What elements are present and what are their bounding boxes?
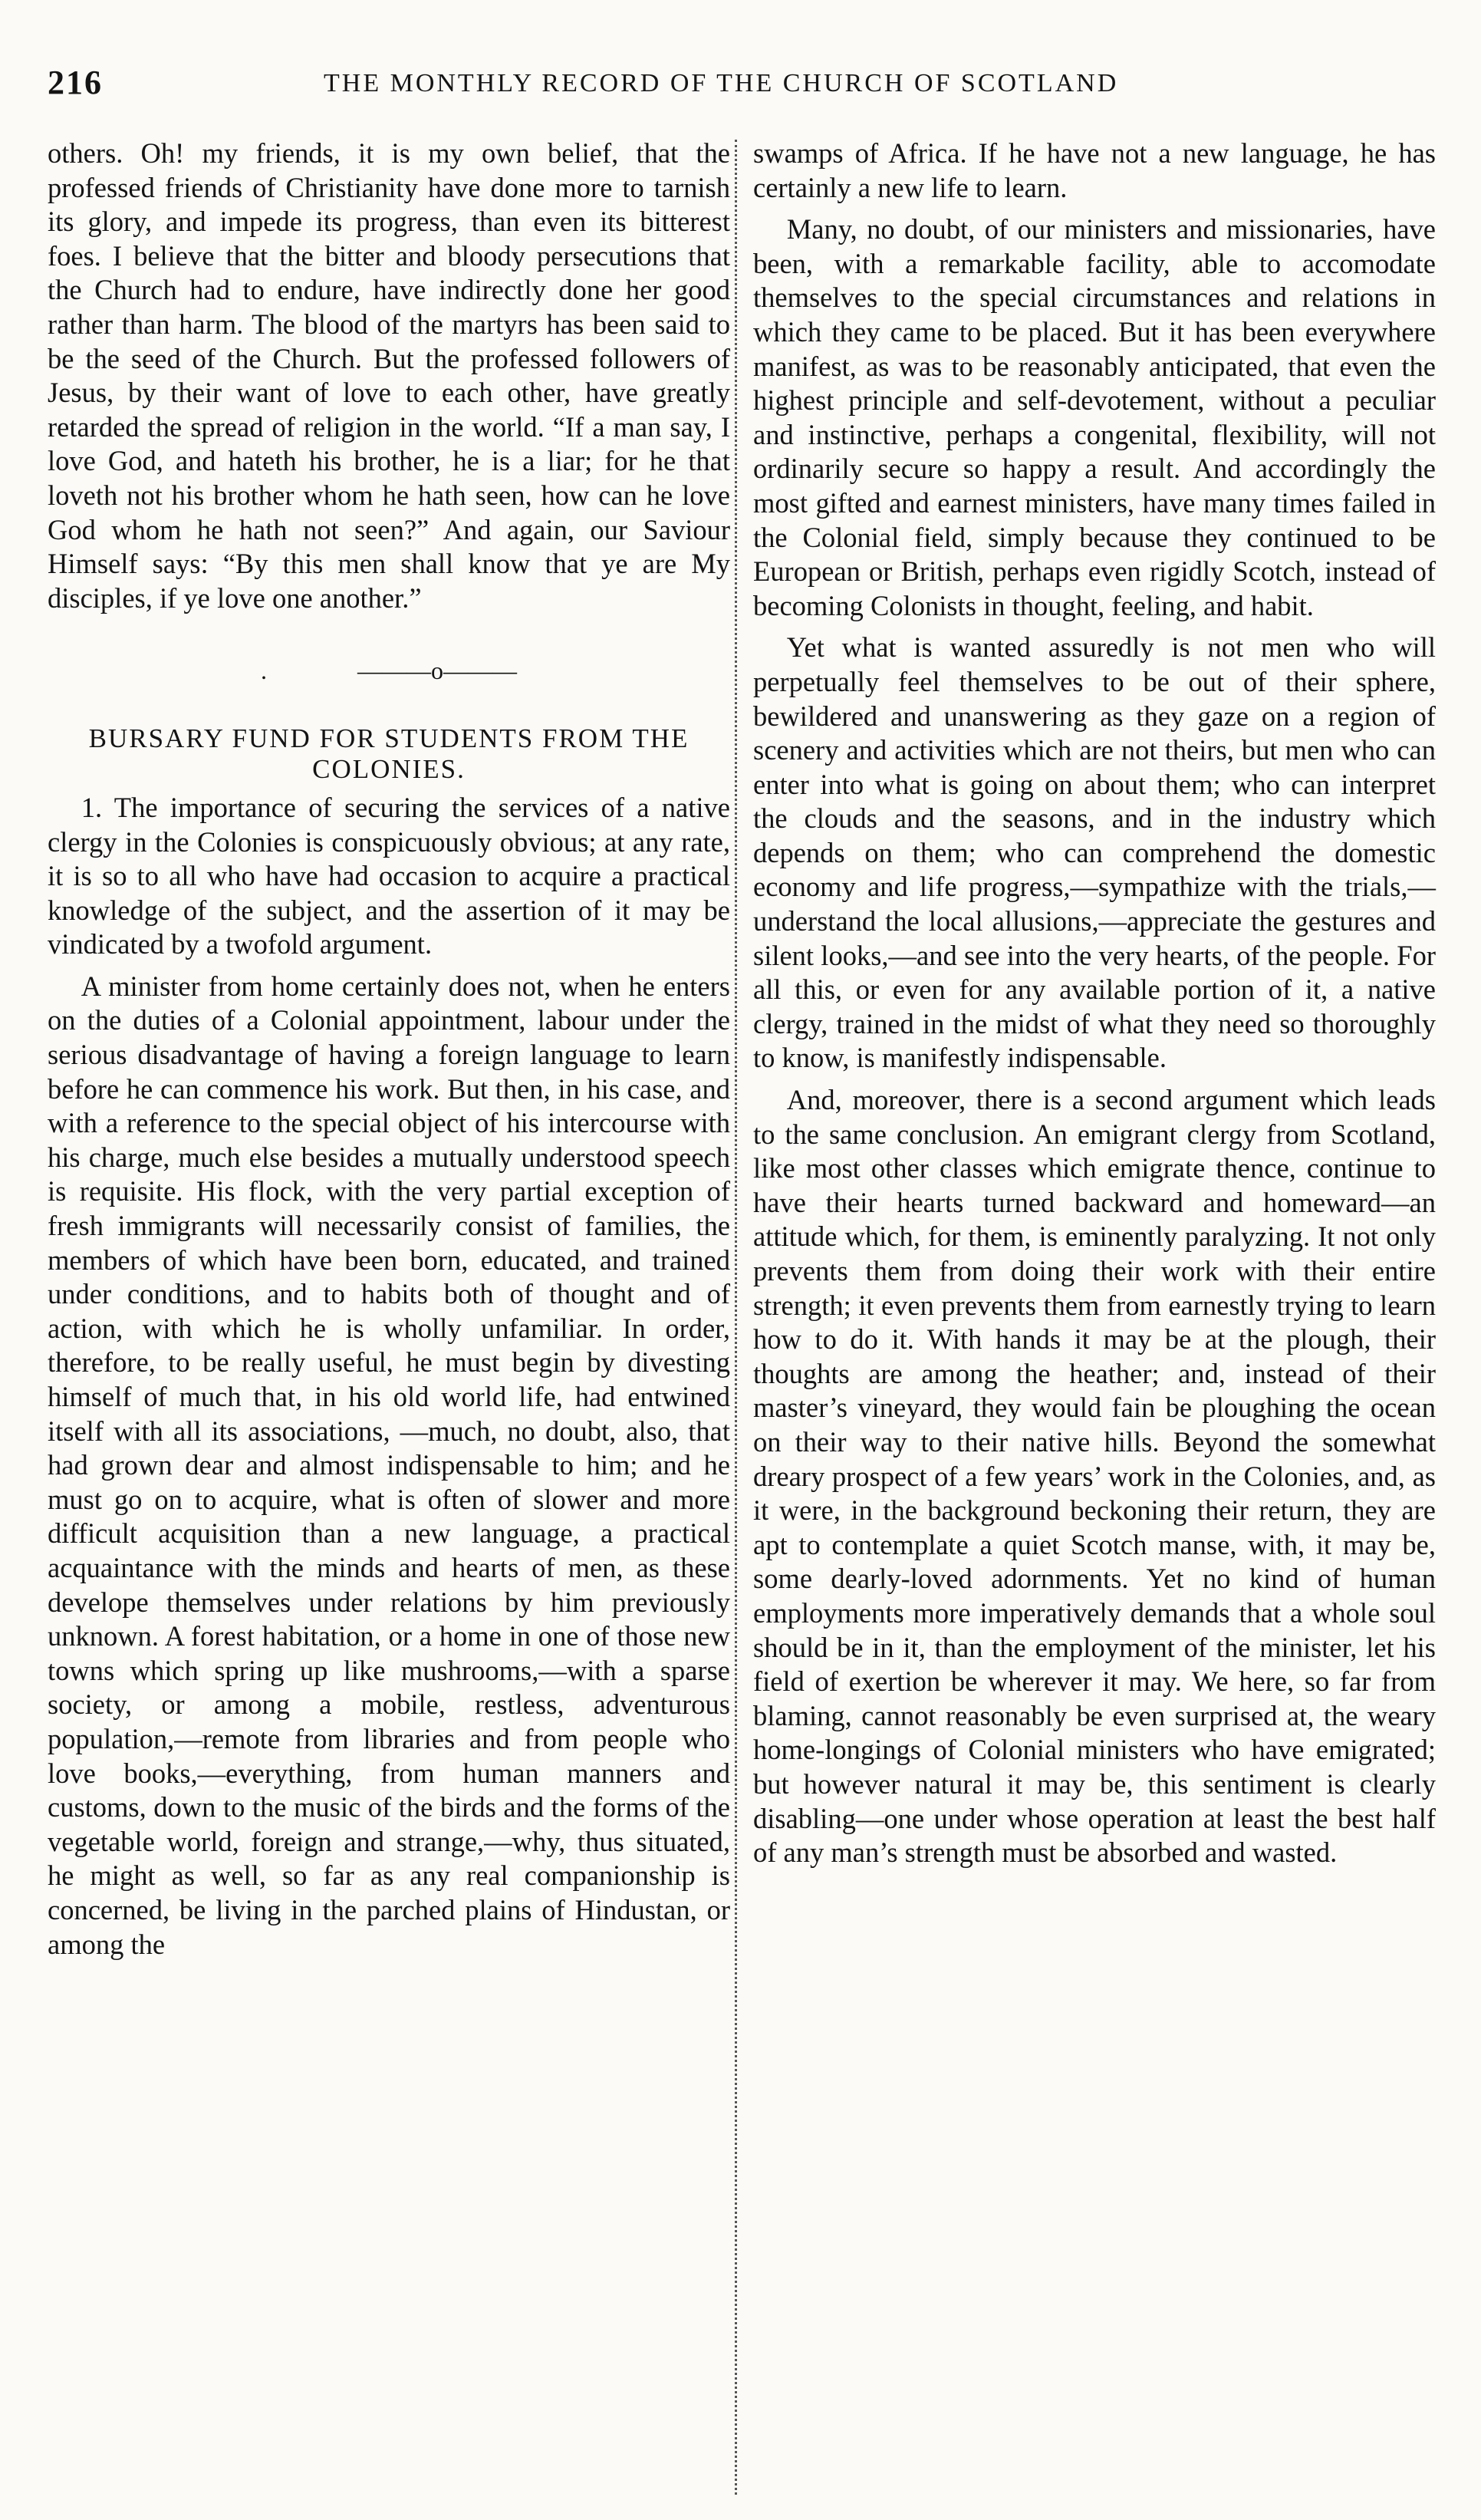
article-paragraph: 1. The importance of securing the services of a native clergy in the Colonies is conspicuously obvious; at any rate, it is so to all who have had occasion to acquire a practical knowledge of the subject, and the assertion of it may be vindicated by a twofold argument. bbox=[48, 791, 730, 960]
page-header bbox=[48, 60, 1436, 114]
column-divider bbox=[735, 140, 737, 2495]
divider-dot: . bbox=[261, 657, 267, 685]
divider-rule: ———o——— bbox=[357, 657, 517, 685]
article-paragraph: others. Oh! my friends, it is my own belief, that the professed friends of Christianity have done more to tarnish its glory, and impede its progress, than even its bitterest foes. I believe that the bitter and bloody persecutions that the Church had to endure, have indirectly done her good rather than harm. The blood of the martyrs has been said to be the seed of the Church. But the professed followers of Jesus, by their want of love to each other, have greatly retarded the spread of religion in the world. “If a man say, I love God, and hateth his brother, he is a liar; for he that loveth not his brother whom he hath seen, how can he love God whom he hath not seen?” And again, our Saviour Himself says: “By this men shall know that ye are My disciples, if ye love one another.” bbox=[48, 137, 730, 614]
article-paragraph: A minister from home certainly does not, when he enters on the duties of a Colonial appointment, labour under the serious disadvantage of having a foreign language to learn before he can commence his work. But then, in his case, and with a reference to the special object of his intercourse with his charge, much else besides a mutually understood speech is requisite. His flock, with the very partial exception of fresh immigrants will necessarily consist of families, the members of which have been born, educated, and trained under conditions, and to habits both of thought and of action, with which he is wholly unfamiliar. In order, therefore, to be really useful, he must begin by divesting himself of much that, in his old world life, had entwined itself with all its associations, —much, no doubt, also, that had grown dear and almost indispensable to him; and he must go on to acquire, what is often of slower and more difficult acquisition than a new language, a practical acquaintance with the minds and hearts of men, as these develope themselves under relations by him previously unknown. A forest habitation, or a home in one of those new towns which spring up like mushrooms,—with a sparse society, or among a mobile, restless, adventurous population,—remote from libraries and from people who love books,—everything, from human manners and customs, down to the music of the birds and the forms of the vegetable world, foreign and strange,—why, thus situated, he might as well, so far as any real companionship is concerned, be living in the parched plains of Hindustan, or among the bbox=[48, 970, 730, 1960]
article-paragraph: And, moreover, there is a second argument which leads to the same conclusion. An emigrant clergy from Scotland, like most other classes which emigrate thence, continue to have their hearts turned backward and homeward—an attitude which, for them, is eminently paralyzing. It not only prevents them from doing their work with their entire strength; it even prevents them from earnestly trying to learn how to do it. With hands it may be at the plough, their thoughts are among the heather; and, instead of their master’s vineyard, they would fain be ploughing the ocean on their way to their native hills. Beyond the somewhat dreary prospect of a few years’ work in the Colonies, and, as it were, in the background beckoning their return, they are apt to contemplate a quiet Scotch manse, with, it may be, some dearly-loved adornments. Yet no kind of human employments more imperatively demands that a whole soul should be in it, than the employment of the minister, let his field of exertion be wherever it may. We here, so far from blaming, cannot reasonably be even surprised at, the weary home-longings of Colonial ministers who have emigrated; but however natural it may be, this sentiment is clearly disabling—one under whose operation at least the best half of any man’s strength must be absorbed and wasted. bbox=[753, 1084, 1436, 1869]
article-paragraph: Yet what is wanted assuredly is not men who will perpetually feel themselves to be out of their sphere, bewildered and unanswering as they gaze on a region of scenery and activities which are not theirs, but men who can enter into what is going on about them; who can interpret the clouds and the seasons, and in the industry which depends on them; who can comprehend the domestic economy and life progress,—sympathize with the trials,—understand the local allusions,—appreciate the gestures and silent looks,—and see into the very hearts, of the people. For all this, or even for any available portion of it, a native clergy, trained in the midst of what they need so thoroughly to know, is manifestly indispensable. bbox=[753, 631, 1436, 1074]
article-paragraph: Many, no doubt, of our ministers and missionaries, have been, with a remarkable facility, able to accomodate themselves to the special circumstances and relations in which they came to be placed. But it has been everywhere manifest, as was to be reasonably anticipated, that even the highest principle and self-devotement, without a peculiar and instinctive, perhaps a congenital, flexibility, will not ordinarily secure so happy a result. And accordingly the most gifted and earnest ministers, have many times failed in the Colonial field, simply because they continued to be European or British, perhaps even rigidly Scotch, instead of becoming Colonists in thought, feeling, and habit. bbox=[753, 213, 1436, 621]
right-column bbox=[753, 137, 1436, 1870]
running-title: THE MONTHLY RECORD OF THE CHURCH OF SCOTLAND bbox=[324, 69, 1119, 97]
article-paragraph: swamps of Africa. If he have not a new language, he has certainly a new life to learn. bbox=[753, 137, 1436, 203]
page-number: 216 bbox=[48, 64, 103, 101]
section-title: BURSARY FUND FOR STUDENTS FROM THE COLONIES. bbox=[88, 723, 689, 784]
left-column bbox=[48, 137, 730, 1962]
section-divider bbox=[48, 654, 730, 688]
